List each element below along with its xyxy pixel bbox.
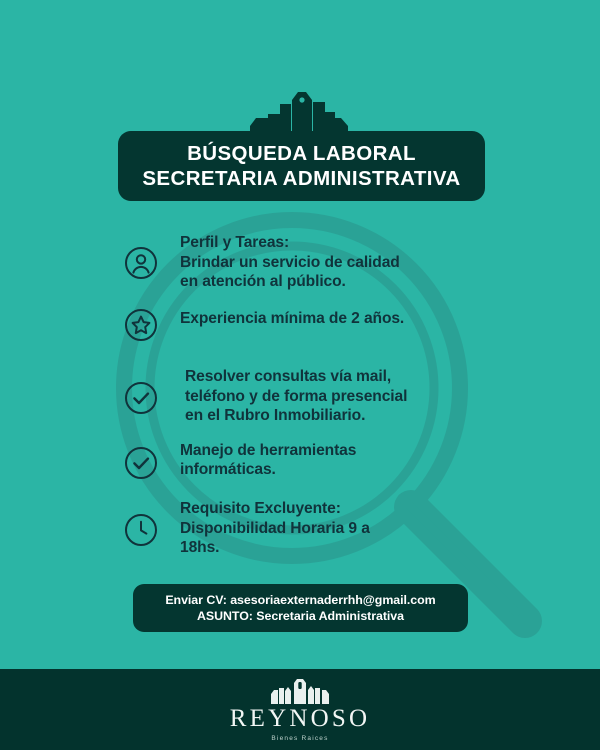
list-item-line: Resolver consultas vía mail, — [185, 367, 392, 385]
check-circle-icon — [124, 381, 158, 415]
list-item-text — [180, 498, 370, 558]
list-item-line: informáticas. — [180, 461, 276, 479]
brand-name: REYNOSO — [229, 704, 371, 732]
list-item-line: en el Rubro Inmobiliario. — [185, 407, 366, 425]
list-item-text — [180, 308, 404, 329]
list-item — [0, 498, 600, 558]
footer-bar — [0, 669, 600, 750]
list-item-text — [180, 232, 400, 292]
list-item — [0, 440, 600, 480]
list-item-line: 18hs. — [180, 539, 220, 557]
title-line-1: BÚSQUEDA LABORAL — [187, 141, 416, 165]
list-item-line: Experiencia mínima de 2 años. — [180, 309, 405, 327]
list-item — [0, 366, 600, 426]
list-item-line: Disponibilidad Horaria 9 a — [180, 519, 370, 537]
brand-tagline: Bienes Raices — [271, 734, 329, 742]
list-item-line: Perfil y Tareas: — [180, 234, 290, 251]
contact-plate — [133, 584, 468, 632]
check-circle-icon — [124, 446, 158, 480]
reynoso-building-icon — [269, 678, 331, 704]
requirements-list — [0, 232, 600, 558]
clock-circle-icon — [124, 513, 158, 547]
list-item-line: en atención al público. — [180, 273, 346, 291]
contact-subject-line: ASUNTO: Secretaria Administrativa — [197, 609, 404, 623]
list-item — [0, 232, 600, 292]
list-item-text — [180, 366, 407, 426]
list-item-line: Manejo de herramientas — [180, 441, 357, 459]
star-circle-icon — [124, 308, 158, 342]
list-item-line: teléfono y de forma presencial — [185, 387, 408, 405]
job-title-plate — [118, 131, 485, 201]
user-circle-icon — [124, 246, 158, 280]
contact-email-line[interactable]: Enviar CV: asesoriaexternaderrhh@gmail.com — [165, 593, 436, 607]
list-item-line: Requisito Excluyente: — [180, 500, 341, 518]
list-item-text — [180, 440, 356, 480]
list-item-line: Brindar un servicio de calidad — [180, 253, 400, 271]
list-item — [0, 308, 600, 348]
title-line-2: SECRETARIA ADMINISTRATIVA — [142, 166, 461, 190]
